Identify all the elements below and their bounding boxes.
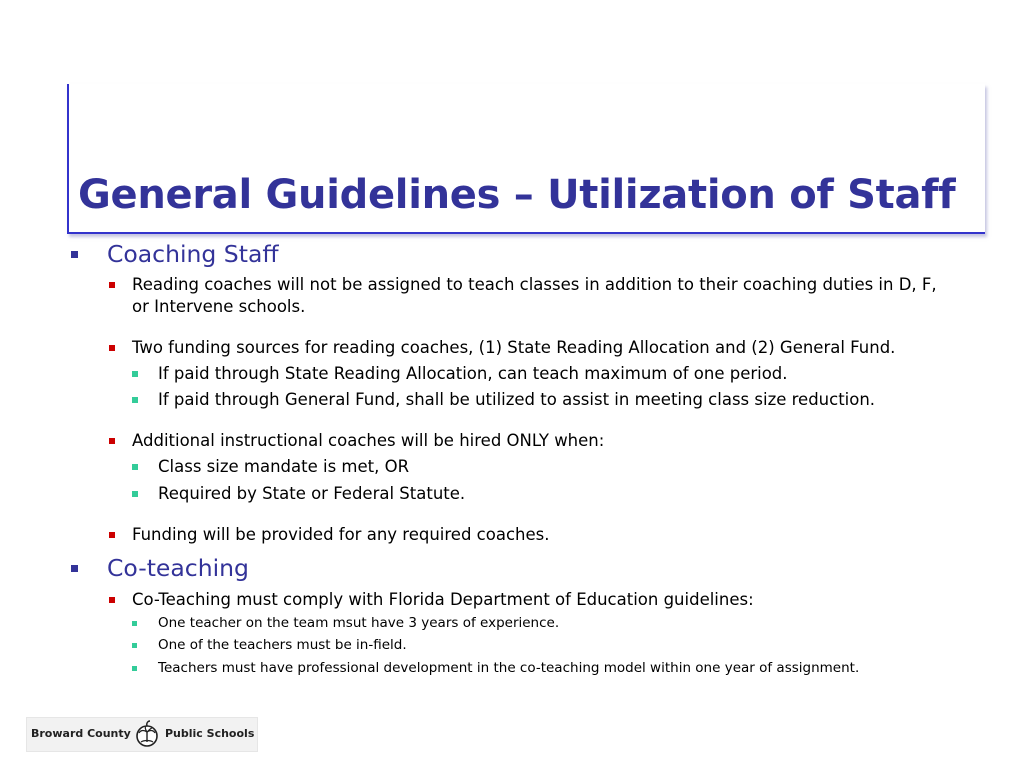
bullet-required-by [158,483,465,505]
bullet-text: Additional instructional coaches will be hired ONLY when: [132,431,605,450]
bullet-text: Funding will be provided for any required coaches. [132,525,550,544]
logo-right-text: Public Schools [165,727,255,740]
slide-title: General Guidelines – Utilization of Staff [78,172,956,218]
bullet-coaching-staff [107,240,279,268]
bullet-text: Co-teaching [107,554,249,582]
square-bullet-icon [109,282,115,288]
bullet-in-field [158,636,407,654]
bullet-text: Two funding sources for reading coaches, (1) State Reading Allocation and (2) General Fund. [132,338,896,357]
square-bullet-icon [109,438,115,444]
square-bullet-icon [132,621,137,626]
bullet-state-reading [158,363,788,385]
square-bullet-icon [132,464,138,470]
apple-palm-tree-icon [133,720,161,748]
bullet-text: If paid through General Fund, shall be utilized to assist in meeting class size reduction. [158,390,876,409]
square-bullet-icon [109,532,115,538]
bullet-funding-provided [132,524,549,546]
bullet-co-teaching [107,554,249,582]
bullet-text: Class size mandate is met, OR [158,457,410,476]
broward-county-logo [26,717,258,752]
bullet-text: Required by State or Federal Statute. [158,484,466,503]
bullet-text: Reading coaches will not be assigned to teach classes in addition to their coaching duties in D, F, or Intervene schools. [132,275,937,316]
square-bullet-icon [71,565,78,572]
bullet-prof-dev [158,659,859,677]
square-bullet-icon [71,251,78,258]
bullet-text: Co-Teaching must comply with Florida Department of Education guidelines: [132,590,754,609]
bullet-one-teacher [158,614,559,632]
bullet-text: Coaching Staff [107,240,279,268]
bullet-text: One of the teachers must be in-field. [158,637,407,653]
bullet-additional-coaches [132,430,604,452]
bullet-text: One teacher on the team msut have 3 years of experience. [158,615,560,631]
square-bullet-icon [132,491,138,497]
square-bullet-icon [132,643,137,648]
bullet-text: Teachers must have professional development in the co-teaching model within one year of assignment. [158,660,860,676]
bullet-reading-coaches [132,274,952,318]
logo-left-text: Broward County [31,727,131,740]
bullet-co-teaching-comply [132,589,754,611]
bullet-funding-sources [132,337,895,359]
square-bullet-icon [109,597,115,603]
square-bullet-icon [132,666,137,671]
square-bullet-icon [132,371,138,377]
square-bullet-icon [132,397,138,403]
bullet-class-size [158,456,409,478]
bullet-text: If paid through State Reading Allocation, can teach maximum of one period. [158,364,788,383]
bullet-general-fund [158,389,875,411]
square-bullet-icon [109,345,115,351]
